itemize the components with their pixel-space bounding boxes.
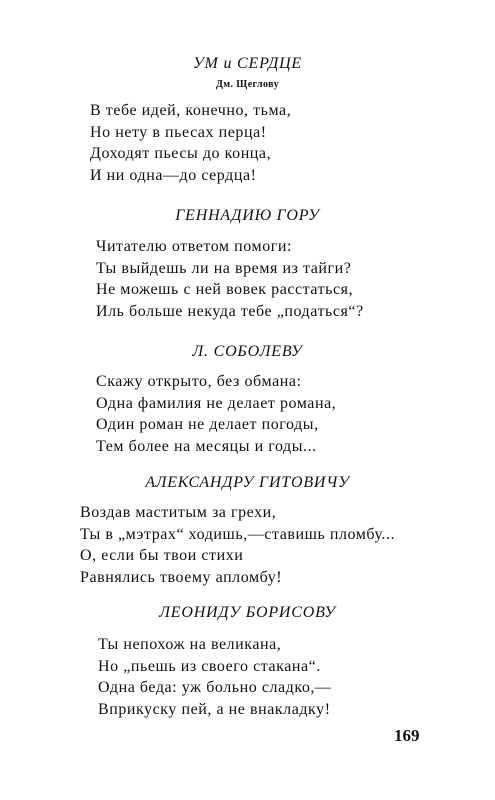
poem-title: УМ и СЕРДЦЕ <box>192 55 303 72</box>
poem-line: Одна фамилия не делает романа, <box>96 394 337 412</box>
poem-stanza <box>98 634 332 720</box>
poem-line: Скажу открыто, без обмана: <box>96 373 302 390</box>
poem-dedication: Дм. Щеглову <box>216 79 279 90</box>
poem-line: Но нету в пьесах перца! <box>90 123 267 141</box>
poem-line: Ты в „мэтрах“ ходишь,—ставишь пломбу... <box>80 525 396 543</box>
poem-line: Иль больше некуда тебе „податься“? <box>96 302 364 320</box>
poem-stanza <box>90 100 291 186</box>
poem-line: Воздав маститым за грехи, <box>80 504 277 521</box>
poem-line: Одна беда: уж больно сладко,— <box>98 679 332 696</box>
poem-stanza <box>80 502 395 588</box>
poem-line: Но „пьешь из своего стакана“. <box>98 657 321 675</box>
poem-line: В тебе идей, конечно, тьма, <box>90 102 292 119</box>
poem-title: Л. СОБОЛЕВУ <box>192 343 303 360</box>
poem-line: И ни одна—до сердца! <box>90 166 257 184</box>
poem-line: Доходят пьесы до конца, <box>90 145 272 162</box>
page-number: 169 <box>394 726 420 745</box>
poem-line: Не можешь с ней вовек расстаться, <box>96 281 354 298</box>
poem-stanza <box>96 371 336 457</box>
poem-line: Тем более на месяцы и годы... <box>96 437 317 455</box>
poem-title: ЛЕОНИДУ БОРИСОВУ <box>159 604 336 621</box>
poem-line: Читателю ответом помоги: <box>96 238 292 255</box>
poem-line: Равнялись твоему апломбу! <box>80 568 283 586</box>
poem-title: ГЕННАДИЮ ГОРУ <box>175 207 320 224</box>
poem-line: О, если бы твои стихи <box>80 547 244 564</box>
poem-line: Ты непохож на великана, <box>98 636 282 653</box>
poem-title: АЛЕКСАНДРУ ГИТОВИЧУ <box>145 474 350 491</box>
poem-line: Один роман не делает погоды, <box>96 416 319 433</box>
poem-stanza <box>96 236 364 322</box>
poem-line: Ты выйдешь ли на время из тайги? <box>96 259 352 277</box>
poem-line: Вприкуску пей, а не внакладку! <box>98 700 331 718</box>
